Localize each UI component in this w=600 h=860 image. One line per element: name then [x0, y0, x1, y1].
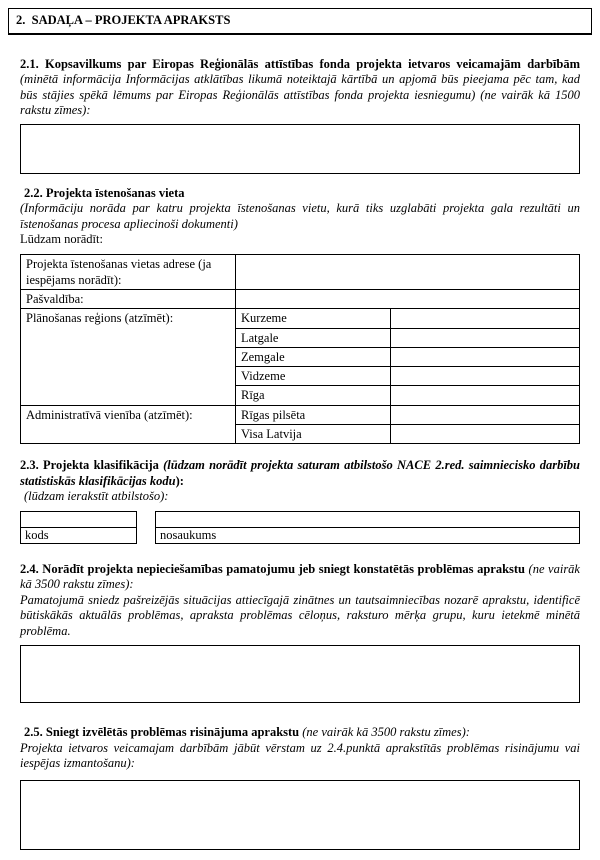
location-table	[20, 254, 580, 445]
s25-solution-description-field[interactable]	[20, 780, 580, 850]
nace-name-label: nosaukums	[155, 527, 580, 544]
region-label-cell: Plānošanas reģions (atzīmēt):	[21, 309, 236, 405]
s24-label-main: 2.4. Norādīt projekta nepieciešamības pamatojumu jeb sniegt konstatētās problēmas aprakstu	[20, 561, 529, 576]
s21-label-note: (minētā informācija Informācijas atklātības likumā noteiktajā kārtībā un apjomā būs pieejama pēc tam, kad būs stājies spēkā lēmums par Eiropas Reģionālās attīstības fonda projekta iesniegumu)	[20, 72, 580, 102]
s25-label	[20, 725, 580, 741]
region-mark-vidzeme[interactable]	[391, 367, 580, 386]
nace-classification	[20, 511, 580, 544]
s22-prompt: Lūdzam norādīt:	[20, 232, 103, 246]
s23-instruction: (lūdzam ierakstīt atbilstošo):	[24, 489, 169, 503]
s21-label	[20, 57, 580, 119]
section-title: 2. SADAĻA – PROJEKTA APRAKSTS	[8, 8, 592, 35]
table-row	[21, 309, 580, 328]
region-mark-latgale[interactable]	[391, 328, 580, 347]
s23-label-close: ):	[175, 473, 184, 488]
s25-note: Projekta ietvaros veicamajam darbībām jābūt vērstam uz 2.4.punktā aprakstītās problēmas risinājumu vai iespējas izmantošanu):	[20, 740, 580, 770]
region-option-riga: Rīga	[236, 386, 391, 405]
nace-code-field[interactable]	[20, 511, 137, 528]
s22-note: (Informāciju norāda par katru projekta īstenošanas vietu, kurā tiks uzglabāti projekta gala rezultāti un īstenošanas procesa apliecinoši dokumenti)	[20, 201, 580, 231]
nace-name-column	[155, 511, 580, 544]
region-option-kurzeme: Kurzeme	[236, 309, 391, 328]
address-value-cell[interactable]	[236, 254, 580, 290]
s22-heading: 2.2. Projekta īstenošanas vieta	[24, 185, 185, 200]
nace-name-field[interactable]	[155, 511, 580, 528]
s24-label-limit: (ne vairāk kā 3500 rakstu zīmes):	[20, 561, 580, 591]
s23-label-main: 2.3. Projekta klasifikācija	[20, 458, 164, 472]
region-mark-riga[interactable]	[391, 386, 580, 405]
s21-summary-field[interactable]	[20, 124, 580, 174]
s25-label-limit: (ne vairāk kā 3500 rakstu zīmes):	[302, 725, 470, 739]
region-option-latgale: Latgale	[236, 328, 391, 347]
region-mark-zemgale[interactable]	[391, 347, 580, 366]
table-row	[21, 290, 580, 309]
nace-code-column	[20, 511, 137, 544]
s24-label	[20, 562, 580, 593]
region-mark-kurzeme[interactable]	[391, 309, 580, 328]
municipality-label-cell: Pašvaldība:	[21, 290, 236, 309]
region-option-zemgale: Zemgale	[236, 347, 391, 366]
admin-option-rigas-pilseta: Rīgas pilsēta	[236, 405, 391, 424]
s24-note: Pamatojumā sniedz pašreizējās situācijas attiecīgajā zinātnes un tautsaimniecības nozarē aprakstu, identificē būtiskākās aktuālās problēmas, apraksta problēmas cēloņus, raksturo mērķa grupu, kuru ietekmē minētā problēma.	[20, 592, 580, 638]
s21-label-limit: (ne vairāk kā 1500 rakstu zīmes):	[20, 87, 580, 117]
admin-mark-visa-latvija[interactable]	[391, 424, 580, 443]
s23-label-note: (lūdzam norādīt projekta saturam atbilstošo NACE 2.red. saimniecisko darbību statistiskās klasifikācijas kodu	[20, 458, 581, 488]
address-label-cell: Projekta īstenošanas vietas adrese (ja iespējams norādīt):	[21, 254, 236, 290]
region-option-vidzeme: Vidzeme	[236, 367, 391, 386]
municipality-value-cell[interactable]	[236, 290, 580, 309]
s25-label-main: 2.5. Sniegt izvēlētās problēmas risinājuma aprakstu	[24, 725, 303, 739]
s21-label-main: 2.1. Kopsavilkums par Eiropas Reģionālās attīstības fonda projekta ietvaros veicamajām darbībām	[20, 56, 580, 71]
s24-problem-description-field[interactable]	[20, 645, 580, 703]
nace-code-label: kods	[20, 527, 137, 544]
admin-mark-rigas-pilseta[interactable]	[391, 405, 580, 424]
table-row	[21, 254, 580, 290]
s23-label	[20, 458, 580, 489]
table-row	[21, 405, 580, 424]
admin-option-visa-latvija: Visa Latvija	[236, 424, 391, 443]
admin-unit-label-cell: Administratīvā vienība (atzīmēt):	[21, 405, 236, 444]
